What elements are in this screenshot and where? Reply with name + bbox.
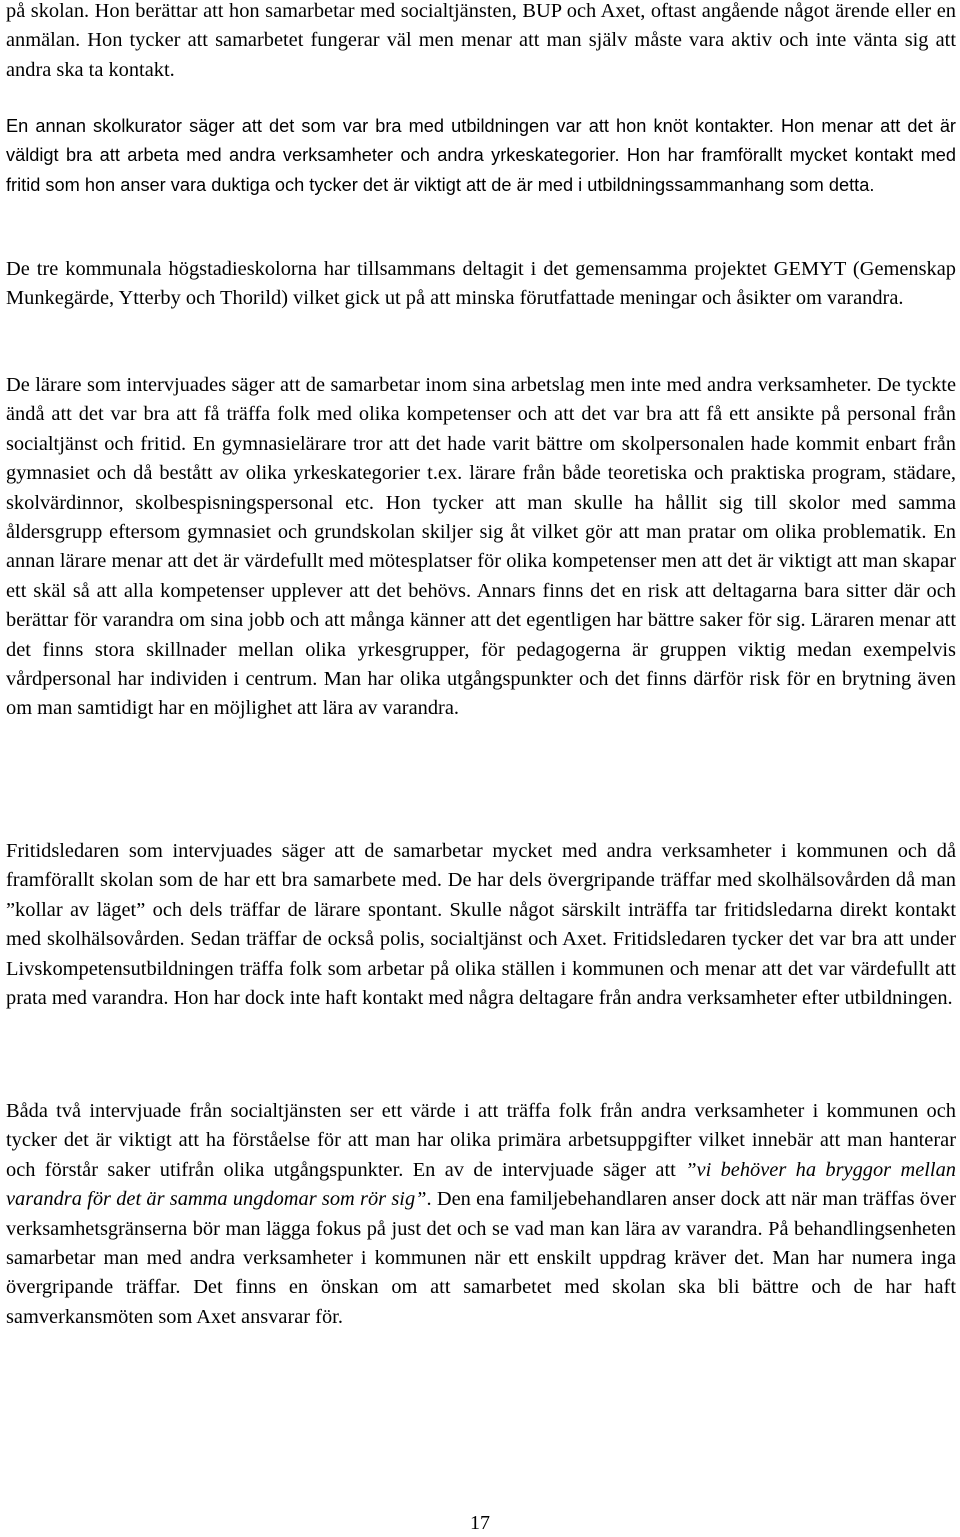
paragraph-5: Fritidsledaren som intervjuades säger att de samarbetar mycket med andra verksamheter i kommunen och då framförallt skolan som de har ett bra samarbete med. De har dels övergripande träffar med skolhälsovården då man ”kollar av läget” och dels träffar de lärare spontant. Skulle något särskilt inträffa tar fritidsledarna direkt kontakt med skolhälsovården. Sedan träffar de också polis, socialtjänst och Axet. Fritidsledaren tycker det var bra att under Livskompetensutbildningen träffa folk som arbetar på olika ställen i kommunen och menar att det var värdefullt att prata med varandra. Hon har dock inte haft kontakt med några deltagare från andra verksamheter efter utbildningen. (6, 840, 956, 1010)
paragraph-1: på skolan. Hon berättar att hon samarbetar med socialtjänsten, BUP och Axet, oftast angående något ärende eller en anmälan. Hon tycker att samarbetet fungerar väl men menar att man själv måste vara aktiv och inte vänta sig att andra ska ta kontakt. (6, 0, 956, 81)
paragraph-6-text-before: Båda två intervjuade från socialtjänsten ser ett värde i att träffa folk från andra verksamheter i kommunen och tycker det är viktigt att ha förståelse för att man har olika primära arbetsuppgifter vilket innebär att man hanterar och förstår saker utifrån olika utgångspunkter. En av de intervjuade säger att (6, 1100, 956, 1181)
paragraph-6 (6, 1097, 956, 1332)
paragraph-3: De tre kommunala högstadieskolorna har tillsammans deltagit i det gemensamma projektet GEMYT (Gemenskap Munkegärde, Ytterby och Thorild) vilket gick ut på att minska förutfattade meningar och åsikter om varandra. (6, 258, 956, 310)
paragraph-6-quote: ”vi behöver ha bryggor mellan varandra för det är samma ungdomar som rör sig” (6, 1158, 956, 1211)
page-number: 17 (470, 1512, 490, 1534)
paragraph-4: De lärare som intervjuades säger att de samarbetar inom sina arbetslag men inte med andra verksamheter. De tyckte ändå att det var bra att få träffa folk med olika kompetenser och att det var bra att få ett ansikte på personal från socialtjänst och fritid. En gymnasielärare tror att det hade varit bättre om skolpersonalen hade kommit enbart från gymnasiet och då bestått av olika yrkeskategorier t.ex. lärare från både teoretiska och praktiska program, städare, skolvärdinnor, skolbespisningspersonal etc. Hon tycker att man skulle ha hållit sig till skolor med samma åldersgrupp eftersom gymnasiet och grundskolan skiljer sig åt vilket gör att man pratar om olika problematik. En annan lärare menar att det är värdefullt med mötesplatser för olika kompetenser men att det är viktigt att man skapar ett skäl så att alla kompetenser upplever att det behövs. Annars finns det en risk att deltagarna bara sitter där och berättar för varandra om sina jobb och att många känner att det egentligen har bättre saker för sig. Läraren menar att det finns stora skillnader mellan olika yrkesgrupper, för pedagogerna är gruppen viktig medan exempelvis vårdpersonal har individen i centrum. Man har olika utgångspunkter och det finns därför risk för en brytning även om man samtidigt har en möjlighet att lära av varandra. (6, 374, 956, 720)
paragraph-6-text-after: . Den ena familjebehandlaren anser dock att när man träffas över verksamhetsgränserna bör man lägga fokus på just det och se vad man kan lära av varandra. På behandlingsenheten samarbetar man med andra verksamheter i kommunen när ett enskilt uppdrag kräver det. Man har numera inga övergripande träffar. Det finns en önskan om att samarbetet med skolan ska bli bättre och de har haft samverkansmöten som Axet ansvarar för. (6, 1188, 957, 1328)
paragraph-2: En annan skolkurator säger att det som var bra med utbildningen var att hon knöt kontakter. Hon menar att det är väldigt bra att arbeta med andra verksamheter och andra yrkeskategorier. Hon har framförallt mycket kontakt med fritid som hon anser vara duktiga och tycker det är viktigt att de är med i utbildningssammanhang som detta. (6, 116, 956, 195)
